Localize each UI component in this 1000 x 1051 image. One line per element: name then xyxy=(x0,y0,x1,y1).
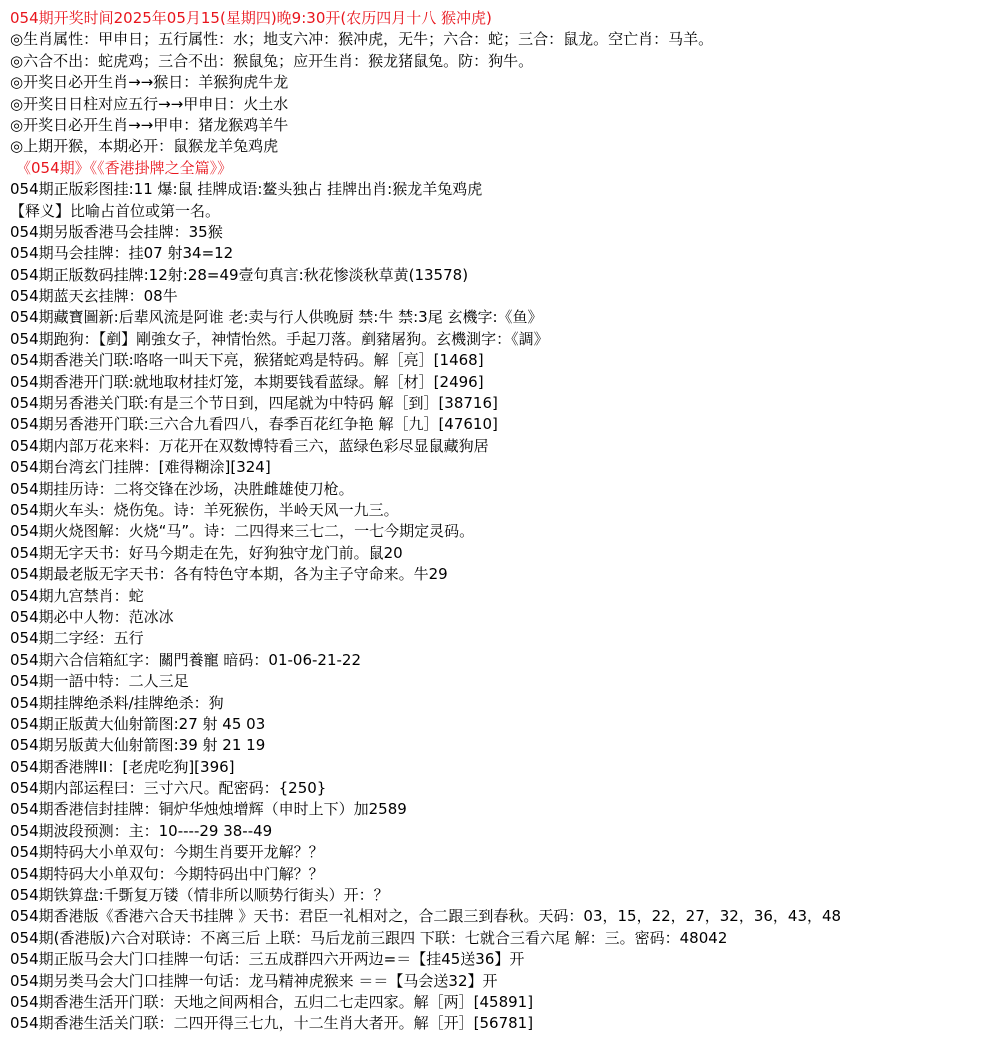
section-title: 《054期》《《香港掛牌之全篇》》 xyxy=(16,158,233,177)
entry-line: 054期六合信箱紅字：關門養寵 暗码：01-06-21-22 xyxy=(10,650,361,669)
entry-line: 054期另香港关门联:有是三个节日到，四尾就为中特码 解［到］[38716] xyxy=(10,394,498,413)
entry-line: 054期正版彩图挂:11 爆:鼠 挂牌成语:鳌头独占 挂牌出肖:猴龙羊兔鸡虎 xyxy=(10,180,483,199)
entry-line: 054期香港开门联:就地取材挂灯笼，本期要钱看蓝绿。解［材］[2496] xyxy=(10,372,484,391)
entry-line: 054期内部万花来料：万花开在双数博特看三六，蓝绿色彩尽显鼠藏狗居 xyxy=(10,436,489,455)
zodiac-attributes-line: ◎生肖属性：甲申日；五行属性：水；地支六冲：猴冲虎，无牛；六合：蛇；三合：鼠龙。空亡肖：马羊。 xyxy=(10,30,714,49)
entry-line: 054期香港版《香港六合天书挂牌 》天书：君臣一礼相对之，合二跟三到春秋。天码：03，15，22，27，32，36，43，48 xyxy=(10,907,842,926)
entry-line: 054期另香港开门联:三六合九看四八，春季百花红争艳 解［九］[47610] xyxy=(10,415,498,434)
entry-line: 054期(香港版)六合对联诗：不离三后 上联：马后龙前三跟四 下联：七就合三看六尾 解：三。密码：48042 xyxy=(10,928,728,947)
entry-line: 054期必中人物：范冰冰 xyxy=(10,607,174,626)
liuhe-out-line: ◎六合不出：蛇虎鸡；三合不出：猴鼠兔；应开生肖：猴龙猪鼠兔。防：狗牛。 xyxy=(10,51,534,70)
entry-line: 054期藏寶圖新:后辈风流是阿谁 老:卖与行人供晚厨 禁:牛 禁:3尾 玄機字:《鱼》 xyxy=(10,308,543,327)
entry-line: 054期最老版无字天书：各有特色守本期，各为主子守命来。牛29 xyxy=(10,565,448,584)
entry-line: 054期香港关门联:咯咯一叫天下亮，猴猪蛇鸡是特码。解［亮］[1468] xyxy=(10,351,484,370)
entry-line: 054期香港牌II：[老虎吃狗][396] xyxy=(10,757,235,776)
entry-line: 054期另版黄大仙射箭图:39 射 21 19 xyxy=(10,736,266,755)
entry-line: 054期九宫禁肖：蛇 xyxy=(10,586,144,605)
entry-line: 054期挂历诗：二将交锋在沙场，决胜雌雄使刀枪。 xyxy=(10,479,354,498)
entry-line: 054期二字经：五行 xyxy=(10,629,144,648)
entry-line: 054期内部运程曰：三寸六尺。配密码：{250} xyxy=(10,779,327,798)
entry-line: 054期另类马会大门口挂牌一句话：龙马精神虎猴来 ＝＝【马会送32】开 xyxy=(10,971,498,990)
entry-line: 054期跑狗：【剷】剛強女子，神情怡然。手起刀落。剷豬屠狗。玄機測字：《調》 xyxy=(10,329,549,348)
entry-line: 054期正版黄大仙射箭图:27 射 45 03 xyxy=(10,714,266,733)
entry-line: 054期香港信封挂牌：铜炉华烛烛增辉（申时上下）加2589 xyxy=(10,800,407,819)
entry-line: 054期无字天书：好马今期走在先，好狗独守龙门前。鼠20 xyxy=(10,543,403,562)
entry-line: 054期另版香港马会挂牌：35猴 xyxy=(10,222,223,241)
entry-line: 054期特码大小单双句：今期特码出中门解？？ xyxy=(10,864,324,883)
last-period-line: ◎上期开猴，本期必开：鼠猴龙羊兔鸡虎 xyxy=(10,137,279,156)
entry-line: 054期香港生活开门联：天地之间两相合，五归二七走四家。解［两］[45891] xyxy=(10,992,534,1011)
pillar-wuxing-line: ◎开奖日日柱对应五行→→甲申日：火土水 xyxy=(10,94,289,113)
entry-line: 054期火烧图解：火烧“马”。诗：二四得来三七二，一七今期定灵码。 xyxy=(10,522,475,541)
entry-line: 054期波段预测：主：10----29 38--49 xyxy=(10,821,273,840)
entry-line: 054期火车头：烧伤兔。诗：羊死猴伤，半岭天风一九三。 xyxy=(10,500,399,519)
entry-line: 054期挂牌绝杀料/挂牌绝杀：狗 xyxy=(10,693,224,712)
entry-line: 054期正版马会大门口挂牌一句话：三五成群四六开两边=＝【挂45送36】开 xyxy=(10,950,525,969)
entry-line: 054期蓝天玄挂牌：08牛 xyxy=(10,287,178,306)
entry-line: 054期一語中特：二人三足 xyxy=(10,672,189,691)
entry-line: 054期香港生活关门联：二四开得三七九，十二生肖大者开。解［开］[56781] xyxy=(10,1014,534,1033)
must-open-monkey-line: ◎开奖日必开生肖→→猴日：羊猴狗虎牛龙 xyxy=(10,73,289,92)
entry-line: 054期铁算盘:千斲复万镂（情非所以顺势行街头）开：？ xyxy=(10,886,389,905)
entry-list xyxy=(10,179,1000,1035)
entry-line: 054期台湾玄门挂牌：[难得糊涂][324] xyxy=(10,458,271,477)
draw-time-header: 054期开奖时间2025年05月15(星期四)晚9:30开(农历四月十八 猴冲虎) xyxy=(10,9,492,27)
must-open-jiashen-line: ◎开奖日必开生肖→→甲申：猪龙猴鸡羊牛 xyxy=(10,115,289,134)
entry-line: 054期正版数码挂牌:12射:28=49壹句真言:秋花惨淡秋草黄(13578) xyxy=(10,265,469,284)
entry-line: 【释义】比喻占首位或第一名。 xyxy=(10,201,221,220)
entry-line: 054期马会挂牌：挂07 射34=12 xyxy=(10,244,234,263)
entry-line: 054期特码大小单双句：今期生肖要开龙解？？ xyxy=(10,843,324,862)
